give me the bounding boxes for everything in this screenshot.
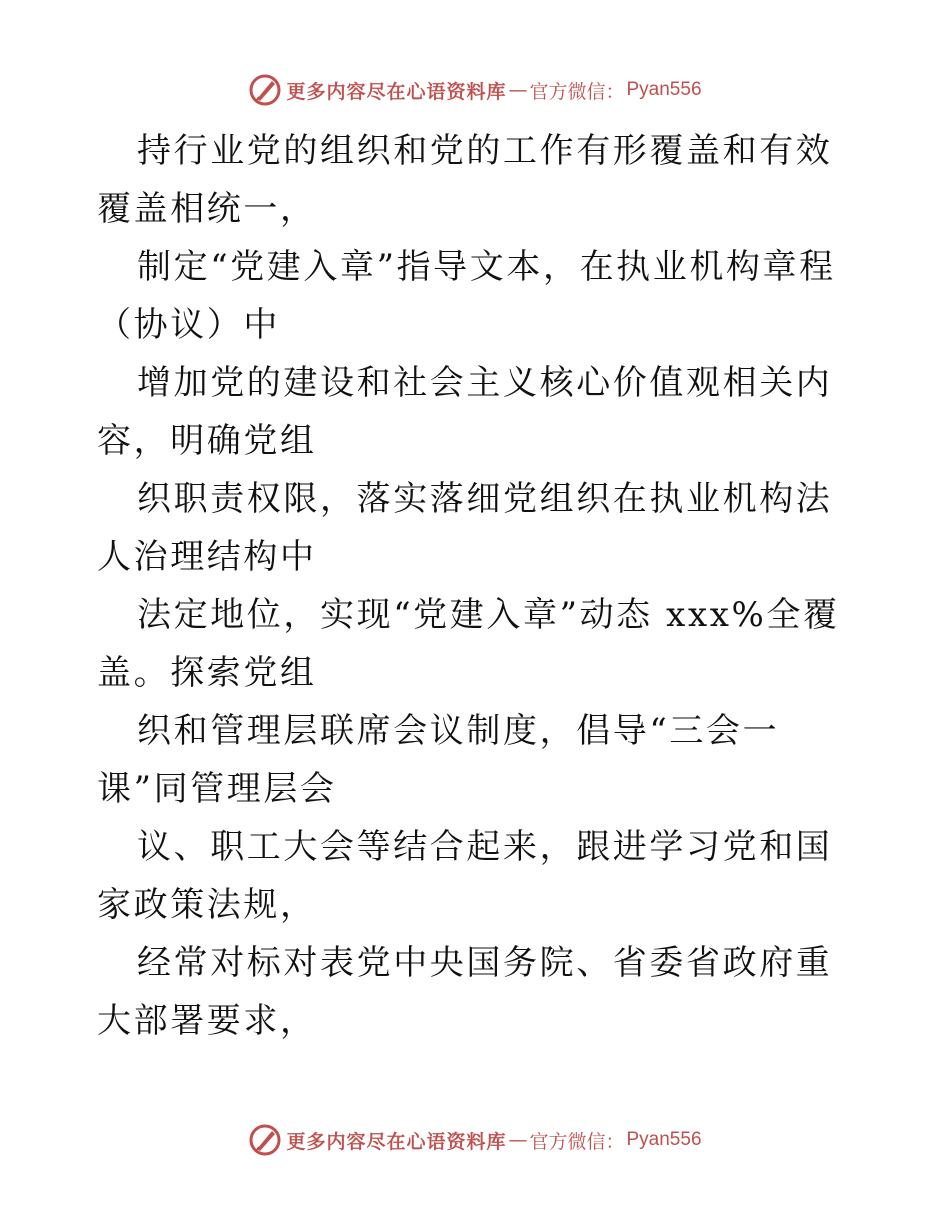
feather-pen-logo-icon <box>248 1123 282 1157</box>
paragraph-5: 法定地位，实现“党建入章”动态 xxx%全覆盖。探索党组 <box>97 595 840 693</box>
banner-wechat-label: 官方微信： <box>529 80 625 103</box>
header-banner <box>0 70 950 110</box>
footer-wechat-id: Pyan556 <box>626 1129 702 1150</box>
paragraph-8: 经常对标对表党中央国务院、省委省政府重大部署要求， <box>97 943 833 1041</box>
banner-wechat-id: Pyan556 <box>626 79 702 100</box>
paragraph-2: 制定“党建入章”指导文本，在执业机构章程（协议）中 <box>97 247 836 345</box>
paragraph-4: 织职责权限，落实落细党组织在执业机构法人治理结构中 <box>97 479 833 577</box>
footer-main-text: 更多内容尽在心语资料库 <box>286 1130 507 1153</box>
banner-separator: — <box>508 79 528 101</box>
paragraph-1: 持行业党的组织和党的工作有形覆盖和有效覆盖相统一， <box>97 131 833 229</box>
footer-wechat-label: 官方微信： <box>529 1130 625 1153</box>
paragraph-7: 议、职工大会等结合起来，跟进学习党和国家政策法规， <box>97 827 833 925</box>
document-body <box>97 122 857 1050</box>
paragraph-3: 增加党的建设和社会主义核心价值观相关内容，明确党组 <box>97 363 833 461</box>
paragraph-6: 织和管理层联席会议制度，倡导“三会一课”同管理层会 <box>97 711 780 809</box>
footer-separator: — <box>508 1129 528 1151</box>
footer-banner <box>0 1120 950 1160</box>
feather-pen-logo-icon <box>248 73 282 107</box>
banner-main-text: 更多内容尽在心语资料库 <box>286 80 507 103</box>
